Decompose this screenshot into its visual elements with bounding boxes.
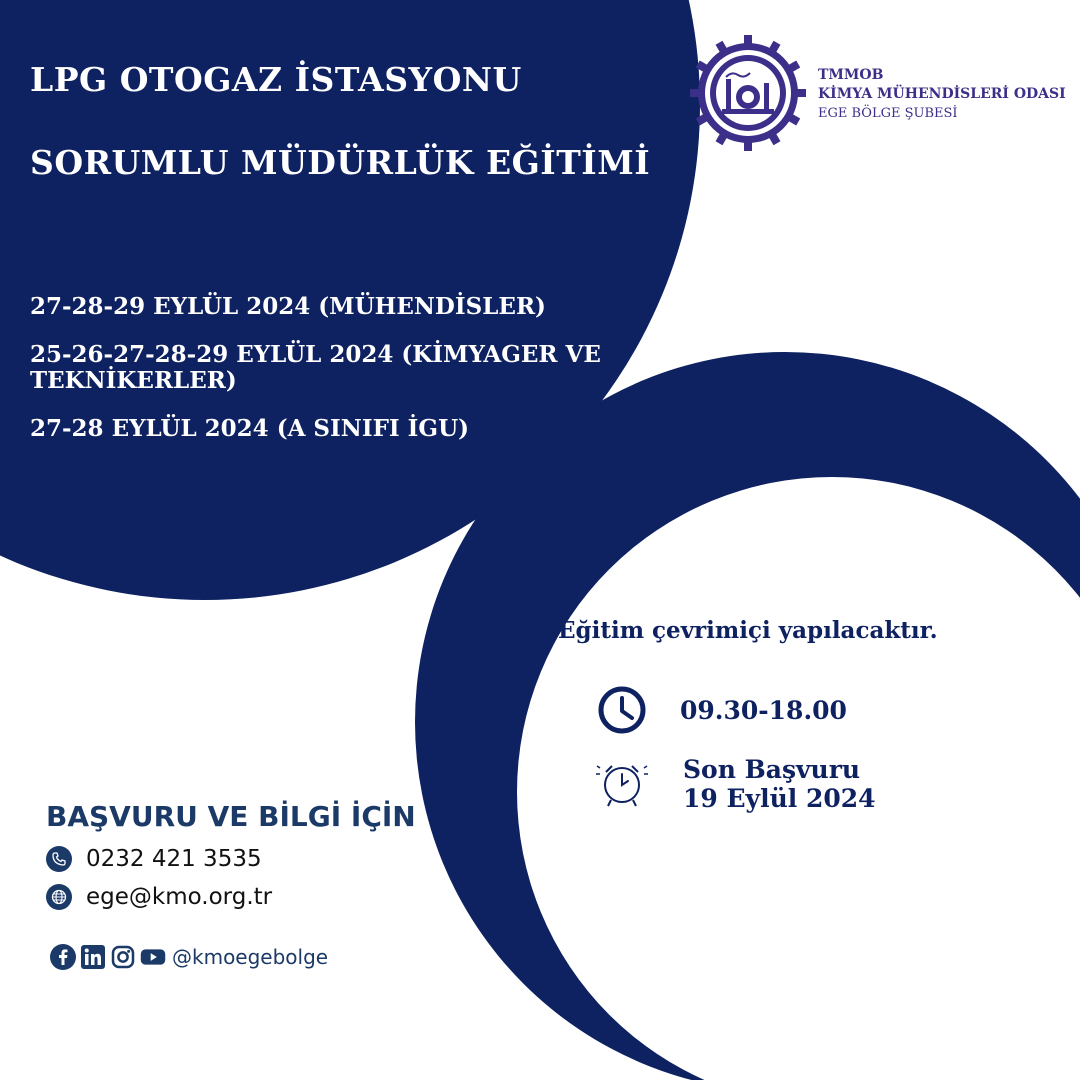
org-name-line-2: KİMYA MÜHENDİSLERİ ODASI bbox=[818, 86, 1066, 102]
phone-icon bbox=[46, 846, 72, 872]
youtube-icon[interactable] bbox=[140, 944, 166, 970]
time-row bbox=[596, 684, 847, 736]
instagram-icon[interactable] bbox=[110, 944, 136, 970]
title-line-1: LPG OTOGAZ İSTASYONU bbox=[30, 60, 522, 99]
deadline-label: Son Başvuru bbox=[683, 755, 861, 784]
time-value: 09.30-18.00 bbox=[680, 695, 847, 725]
facebook-icon[interactable] bbox=[50, 944, 76, 970]
deadline-date: 19 Eylül 2024 bbox=[683, 784, 876, 813]
org-name-line-3: EGE BÖLGE ŞUBESİ bbox=[818, 106, 958, 121]
title-line-2: SORUMLU MÜDÜRLÜK EĞİTİMİ bbox=[30, 143, 651, 182]
social-links bbox=[50, 944, 328, 970]
linkedin-icon[interactable] bbox=[80, 944, 106, 970]
email-address[interactable]: ege@kmo.org.tr bbox=[86, 884, 273, 910]
social-handle[interactable]: @kmoegebolge bbox=[172, 945, 329, 969]
date-item-igu: 27-28 EYLÜL 2024 (A SINIFI İGU) bbox=[30, 415, 470, 442]
deadline-row bbox=[594, 755, 876, 813]
globe-icon bbox=[46, 884, 72, 910]
kmo-logo bbox=[688, 33, 808, 153]
date-item-engineers: 27-28-29 EYLÜL 2024 (MÜHENDİSLER) bbox=[30, 293, 546, 320]
date-list bbox=[30, 294, 670, 464]
org-name-line-1: TMMOB bbox=[818, 67, 884, 83]
contact-email-row bbox=[46, 884, 272, 910]
phone-number[interactable]: 0232 421 3535 bbox=[86, 846, 262, 872]
alarm-clock-icon bbox=[594, 758, 650, 810]
contact-heading: BAŞVURU VE BİLGİ İÇİN bbox=[46, 800, 416, 833]
date-item-chemists: 25-26-27-28-29 EYLÜL 2024 (KİMYAGER VE TEKNİKERLER) bbox=[30, 341, 601, 394]
org-name bbox=[818, 66, 1066, 123]
online-notice: Eğitim çevrimiçi yapılacaktır. bbox=[558, 617, 938, 644]
clock-icon bbox=[596, 684, 648, 736]
contact-phone-row bbox=[46, 846, 262, 872]
deadline-block bbox=[683, 755, 876, 813]
